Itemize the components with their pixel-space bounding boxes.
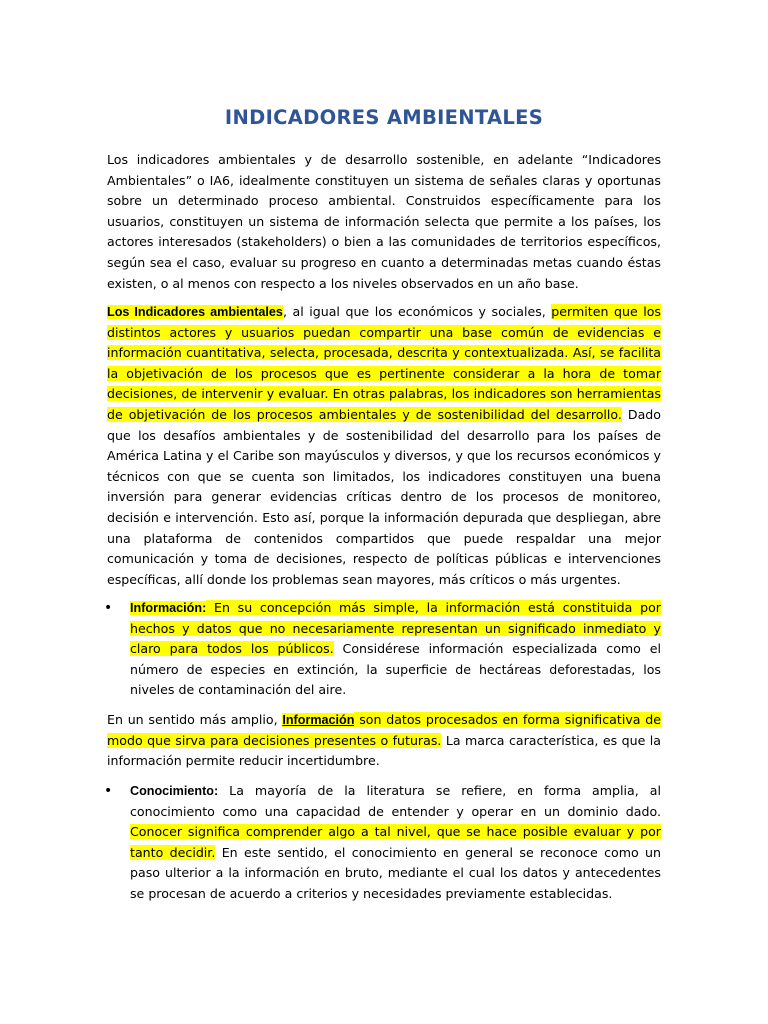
paragraph-text: Dado que los desafíos ambientales y de sostenibilidad del desarrollo para los países de América Latina y el Caribe son mayúsculos y diversos, y que los recursos económicos y técnicos con que se cuenta son limitados, los indicadores constituyen una buena inversión para generar evidencias críticas dentro de los procesos de monitoreo, decisión e intervención. Esto así, porque la información depurada que despliegan, abre una plataforma de contenidos compartidos que puede respaldar una mejor comunicación y toma de decisiones, respecto de políticas públicas e intervenciones específicas, allí donde los problemas sean mayores, más críticos o más urgentes. [107, 406, 661, 587]
bullet-text: Considérese información especializada como el número de especies en extinción, la superficie de hectáreas deforestadas, los niveles de contaminación del aire. [130, 641, 661, 698]
keyword-informacion: Información: [130, 601, 207, 615]
highlighted-text: Conocer significa comprender algo a tal nivel, que se hace posible evaluar y por tanto decidir. [130, 824, 661, 860]
keyword-indicadores: Los Indicadores ambientales [107, 305, 283, 319]
highlighted-text: permiten que los distintos actores y usuarios puedan compartir una base común de evidencias e información cuantitativa, selecta, procesada, descrita y contextualizada. Así, se facilita la objetivación de los procesos que es pertinente considerar a la hora de tomar decisiones, de intervenir y evaluar. En otras palabras, los indicadores son herramientas de objetivación de los procesos ambientales y de sostenibilidad del desarrollo. [107, 304, 661, 422]
keyword-conocimiento: Conocimiento: [130, 784, 219, 798]
highlighted-text: En su concepción más simple, la información está constituida por hechos y datos que no necesariamente representan un significado inmediato y claro para todos los públicos. [130, 600, 661, 657]
paragraph-indicadores [107, 302, 661, 590]
page-title: INDICADORES AMBIENTALES [224, 106, 544, 129]
paragraph-text: La marca característica, es que la información permite reducir incertidumbre. [107, 732, 661, 769]
bullet-text: En este sentido, el conocimiento en general se reconoce como un paso ulterior a la información en bruto, mediante el cual los datos y antecedentes se procesan de acuerdo a criterios y necesidades previamente establecidas. [130, 844, 662, 901]
paragraph-intro: Los indicadores ambientales y de desarrollo sostenible, en adelante “Indicadores Ambientales” o IA6, idealmente constituyen un sistema de señales claras y oportunas sobre un determinado proceso ambiental. Construidos específicamente para los usuarios, constituyen un sistema de información selecta que permite a los países, los actores interesados (stakeholders) o bien a las comunidades de territorios específicos, según sea el caso, evaluar su progreso en cuanto a determinadas metas cuando éstas existen, o al menos con respecto a los niveles observados en un año base. [107, 152, 661, 291]
bullet-icon: • [104, 600, 113, 616]
bullet-conocimiento [130, 781, 661, 905]
bullet-informacion [130, 598, 661, 701]
paragraph-text: En un sentido más amplio, [107, 712, 283, 727]
keyword-informacion-underlined: Información [282, 713, 355, 727]
paragraph-text: , al igual que los económicos y sociales, [282, 304, 552, 319]
bullet-icon: • [104, 783, 113, 799]
paragraph-sentido-amplio [107, 710, 661, 772]
bullet-text: La mayoría de la literatura se refiere, en forma amplia, al conocimiento como una capacidad de entender y operar en un dominio dado. [130, 783, 661, 819]
highlighted-text: son datos procesados en forma significativa de modo que sirva para decisiones presentes o futuras. [107, 712, 661, 748]
